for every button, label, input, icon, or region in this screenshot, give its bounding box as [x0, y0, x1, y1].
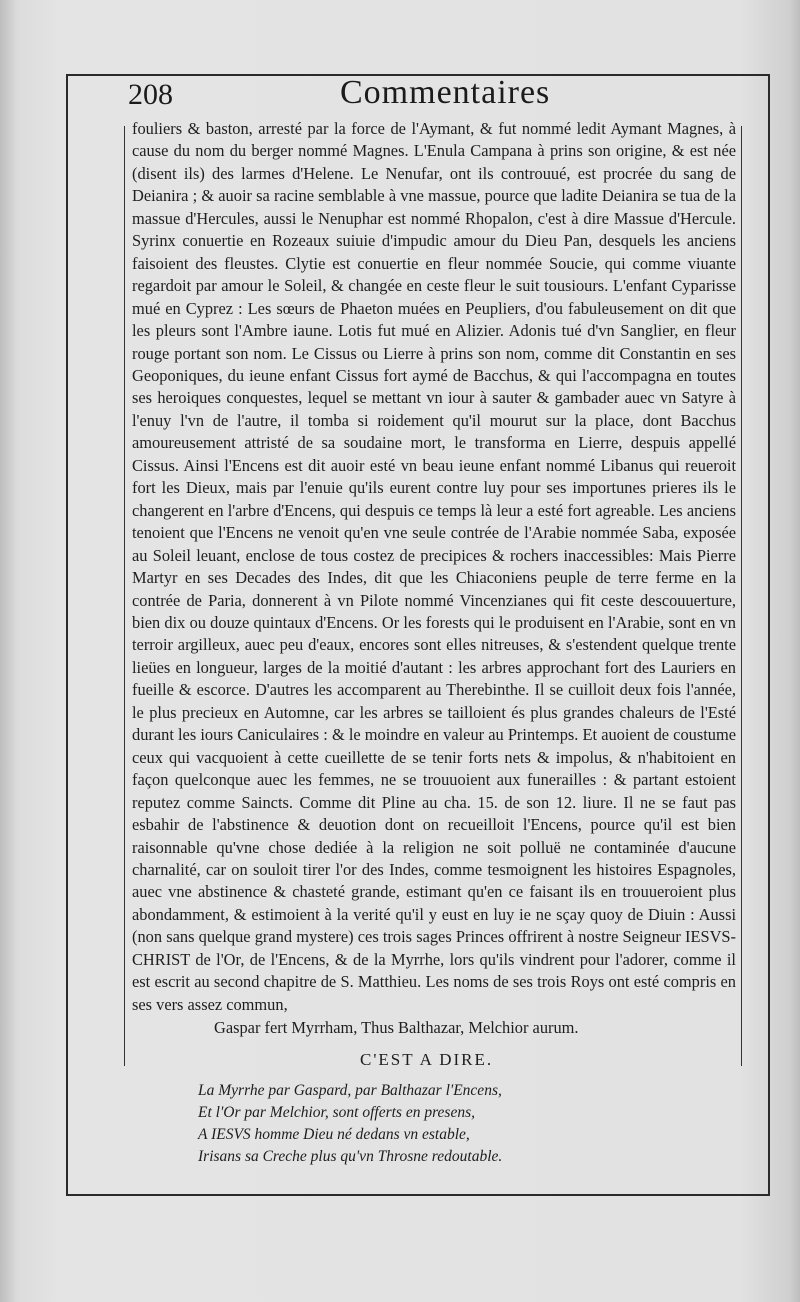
- latin-verse: Gaspar fert Myrrham, Thus Balthazar, Melchior aurum.: [214, 1018, 579, 1037]
- page-number: 208: [128, 78, 173, 111]
- french-verse: [198, 1080, 502, 1168]
- running-head: Commentaires: [340, 74, 551, 111]
- body-paragraph: fouliers & baston, arresté par la force de l'Aymant, & fut nommé ledit Aymant Magnes, à cause du nom du berger nommé Magnes. L'Enula Campana à prins son origine, & est née (disent ils) des larmes d'Helene. Le Nenufar, ont ils controuué, est procrée du sang de Deianira ; & auoir sa racine semblable à vne massue, pource que ladite Deianira se tua de la massue d'Hercules, aussi le Nenuphar est nommé Rhopalon, c'est à dire Massue d'Hercule. Syrinx conuertie en Rozeaux suiuie d'impudic amour du Dieu Pan, desquels les anciens faisoient des fleustes. Clytie est conuertie en fleur nommée Soucie, qui comme viuante regardoit par amour le Soleil, & changée en ceste fleur le suit tousiours. L'enfant Cyparisse mué en Cyprez : Les sœurs de Phaeton muées en Peupliers, d'ou fabuleusement on dit que les pleurs sont l'Ambre iaune. Lotis fut mué en Alizier. Adonis tué d'vn Sanglier, en fleur rouge portant son nom. Le Cissus ou Lierre à prins son nom, comme dit Constantin en ses Geoponiques, du ieune enfant Cissus fort aymé de Bacchus, & qui l'accompagna en toutes ses heroiques conquestes, lequel se mettant vn iour à sauter & gambader auec vn Satyre à l'enuy l'vn de l'autre, il tomba si roidement qu'il mourut sur la place, dont Bacchus amoureusement attristé de sa soudaine mort, le transforma en Lierre, despuis appellé Cissus. Ainsi l'Encens est dit auoir esté vn beau ieune enfant nommé Libanus qui reueroit fort les Dieux, mais par l'enuie qu'ils eurent contre luy pour ses importunes prieres ils le changerent en l'arbre d'Encens, qui despuis ce temps là leur a esté fort agreable. Les anciens tenoient que l'Encens ne venoit qu'en vne seule contrée de l'Arabie nommée Saba, exposée au Soleil leuant, enclose de tous costez de precipices & rochers inaccessibles: Mais Pierre Martyr en ses Decades des Indes, dit que les Chiaconiens peuple de terre ferme en la contrée de Paria, donnerent à vn Pilote nommé Vincenzianes qui fit ceste descouuerture, bien dix ou douze quintaux d'Encens. Or les forests qui le produisent en l'Arabie, sont en vn terroir argilleux, auec peu d'eaux, encores sont elles nitreuses, & s'estendent quelque trente lieües en longueur, larges de la moitié d'autant : les arbres approchant fort des Lauriers en fueille & escorce. D'autres les accomparent au Therebinthe. Il se cuilloit deux fois l'année, le plus precieux en Automne, car les arbres se tailloient és plus grandes chaleurs de l'Esté durant les iours Caniculaires : & le moindre en valeur au Printemps. Et auoient de coustume ceux qui vacquoient à cette cueillette de se tenir forts nets & impolus, & n'habitoient en façon quelconque auec les femmes, ne se trouuoient aux funerailles : & partant estoient reputez comme Saincts. Comme dit Pline au cha. 15. de son 12. liure. Il ne se faut pas esbahir de l'abstinence & deuotion dont on recueilloit l'Encens, pource qu'il est bien raisonnable qu'vne chose dediée à la religion ne soit polluë ne contaminée d'aucune charnalité, car on souloit tirer l'or des Indes, comme tesmoignent les histoires Espagnoles, auec vne abstinence & chasteté grande, estimant qu'en ce faisant ils en trouueroient plus abondamment, & estimoient à la verité qu'il y eust en luy ie ne sçay quoy de Diuin : Aussi (non sans quelque grand mystere) ces trois sages Princes offrirent à nostre Seigneur IESVS-CHRIST de l'Or, de l'Encens, & de la Myrrhe, lors qu'ils vindrent pour l'adorer, comme il est escrit au second chapitre de S. Matthieu. Les noms de ses trois Roys ont esté compris en ses vers assez commun,: [132, 119, 736, 1014]
- verse-line: A IESVS homme Dieu né dedans vn estable,: [198, 1126, 470, 1143]
- verse-line: Et l'Or par Melchior, sont offerts en presens,: [198, 1104, 475, 1121]
- verse-line: La Myrrhe par Gaspard, par Balthazar l'Encens,: [198, 1082, 502, 1099]
- verse-heading: C'EST A DIRE.: [360, 1050, 494, 1069]
- verse-line: Irisans sa Creche plus qu'vn Throsne redoutable.: [198, 1148, 503, 1165]
